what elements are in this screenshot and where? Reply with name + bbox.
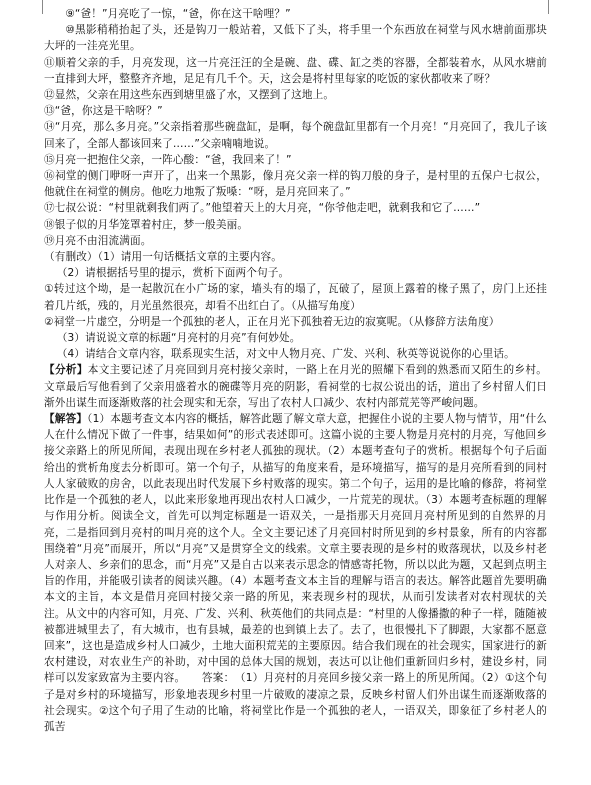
- story-paragraph-12: ⑫显然，父亲在用这些东西到塘里盛了水，又摆到了这地上。: [44, 89, 335, 102]
- answer-section: [44, 411, 547, 735]
- analysis-section: [44, 362, 547, 411]
- story-paragraph-11: ⑪顺着父亲的手，月亮发现，这一片亮汪汪的全是碗、盘、碟、缸之类的容器，全都装着水，从风水塘前一直排到大坪，整整齐齐地，足足有几千个。天，这会是将村里每家的吃饭的家伙都收来了呀？: [44, 56, 547, 85]
- story-paragraph-17: ⑰七叔公说：“村里就剩我们两了。”他望着天上的大月亮，“你爷他走吧，就剩我和它了……”: [44, 202, 481, 215]
- answer-key-text: （1）月亮村的月亮回乡接父亲一路上的所见所闻。（2）①这个句子是对乡村的环境描写，形象地表现乡村里一片破败的凄凉之景，反映乡村留人们外出谋生而逐渐败落的社会现实。②这个句子用了生动的比喻，将祠堂比作是一个孤独的老人，一语双关，即象征了乡村老人的孤苦: [44, 672, 547, 733]
- question-2: （2）请根据括号里的提示，赏析下面两个句子。: [56, 267, 290, 280]
- story-paragraph-19: ⑲月亮不由泪流满面。: [44, 234, 152, 247]
- answer-text: （1）本题考查文本内容的概括，解答此题了解文章大意，把握住小说的主要人物与情节，用“什么人在什么情况下做了一件事，结果如何”的形式表述即可。这篇小说的主要人物是月亮村的月亮，写他回乡接父亲路上的所见所闻，表现出现在乡村老人孤独的现状。（2）本题考查句子的赏析。根据每个句子后面给出的赏析角度去分析即可。第一个句子，从描写的角度来看，是环境描写，描写的是月亮所看到的同村人人家破败的房舍，以此表现出时代发展下乡村败落的现实。第二个句子，运用的是比喻的修辞，将祠堂比作是一个孤独的老人，以此来形象地再现出农村人口减少，一片荒芜的现状。（3）本题考查标题的理解与作用分析。阅读全文，首先可以判定标题是一语双关，一是指那天月亮回月亮村所见到的自然界的月亮，二是指回到月亮村的叫月亮的这个人。全文主要记述了月亮回村时所见到的乡村景象，所有的内容都围绕着“月亮”而展开，所以“月亮”又是贯穿全文的线索。文章主要表现的是乡村的败落现状，以及乡村老人对亲人、乡亲们的思念，而“月亮”又是自古以来表示思念的情感寄托物，所以以此为题，又起到点明主旨的作用，并能吸引读者的阅读兴趣。（4）本题考查文本主旨的理解与语言的表达。解答此题首先要明确本文的主旨，本文是借月亮回村接父亲一路的所见，来表现乡村的现状，从而引发读者对农村现状的关注。从文中的内容可知，月亮、广发、兴利、秋英他们的共同点是：“村里的人像播撒的种子一样，随随被被都进城里去了，有大城市，也有县城，最差的也到镇上去了。去了，也很慢扎下了脚跟，大家都不愿意回来”，这也是造成乡村人口减少，土地大面积荒芜的主要原因。结合我们现在的社会现实，国家进行的新农村建设，对农业生产的补助，对中国的总体大国的规划，表达可以让他们重新回归乡村，建设乡村，同样可以发家致富为主要内容。: [44, 413, 547, 685]
- document-page: [44, 6, 547, 735]
- page-corner-mark-left: [42, 0, 43, 14]
- question-2-sentence-2: ②祠堂一片虚空，分明是一个孤独的老人，正在月光下孤独着无边的寂寞呢。（从修辞方法角度）: [44, 315, 500, 328]
- answer-key-label: 答案：: [201, 672, 230, 685]
- analysis-text: 本文主要记述了月亮回到月亮村接父亲时，一路上在月光的照耀下看到的熟悉而又陌生的乡村。文章最后写他看到了父亲用盛着水的碗碟等月亮的阴影，看祠堂的七叔公说出的话，道出了乡村留人们日渐外出谋生而逐渐败落的社会现实和无奈，写出了农村人口减少、农村内部荒芜等严峻问题。: [44, 364, 547, 409]
- story-paragraph-14: ⑭“月亮，那么多月亮。”父亲指着那些碗盘缸，是啊，每个碗盘缸里都有一个月亮！“月亮回了，我儿子该回来了，全部人都该回来了……”父亲喃喃地说。: [44, 121, 547, 150]
- story-paragraph-10: ⑩黑影稍稍抬起了头，还是钩刀一般站着，又低下了头，将手里一个东西放在祠堂与风水塘前面那块大坪的一洼亮光里。: [44, 24, 547, 53]
- story-paragraph-15: ⑮月亮一把抱住父亲，一阵心酸：“爸，我回来了！”: [44, 153, 292, 166]
- page-corner-mark-right: [548, 0, 549, 14]
- analysis-label: 【分析】: [44, 364, 88, 377]
- story-paragraph-16: ⑯祠堂的侧门咿呀一声开了，出来一个黑影，像月亮父亲一样的钩刀般的身子，是村里的五保户七叔公，他就住在祠堂的侧房。他吃力地叛了叛嗓：“呀，是月亮回来了。”: [44, 170, 547, 199]
- question-intro: （有删改）（1）请用一句话概括文章的主要内容。: [44, 251, 282, 264]
- question-4: （4）请结合文章内容，联系现实生活，对文中人物月亮、广发、兴利、秋英等说说你的心里话。: [56, 348, 515, 361]
- question-3: （3）请说说文章的标题“月亮村的月亮”有何妙处。: [56, 332, 301, 345]
- story-paragraph-18: ⑱银子似的月华笼罩着村庄，梦一般美丽。: [44, 218, 249, 231]
- story-paragraph-9: ⑨“爸！”月亮吃了一惊，“爸，你在这干啥哩？”: [65, 8, 291, 20]
- question-2-sentence-1: ①转过这个坳，是一起散沉在小广场的家，墙头有的塌了，瓦破了，屋顶上露着的椽子黑了，房门上还挂着几片纸，残的，月光虽然很亮，却看不出红白了。（从描写角度）: [44, 283, 547, 312]
- answer-label: 【解答】: [44, 413, 88, 426]
- story-paragraph-13: ⑬“爸，你这是干啥呀？”: [44, 105, 163, 118]
